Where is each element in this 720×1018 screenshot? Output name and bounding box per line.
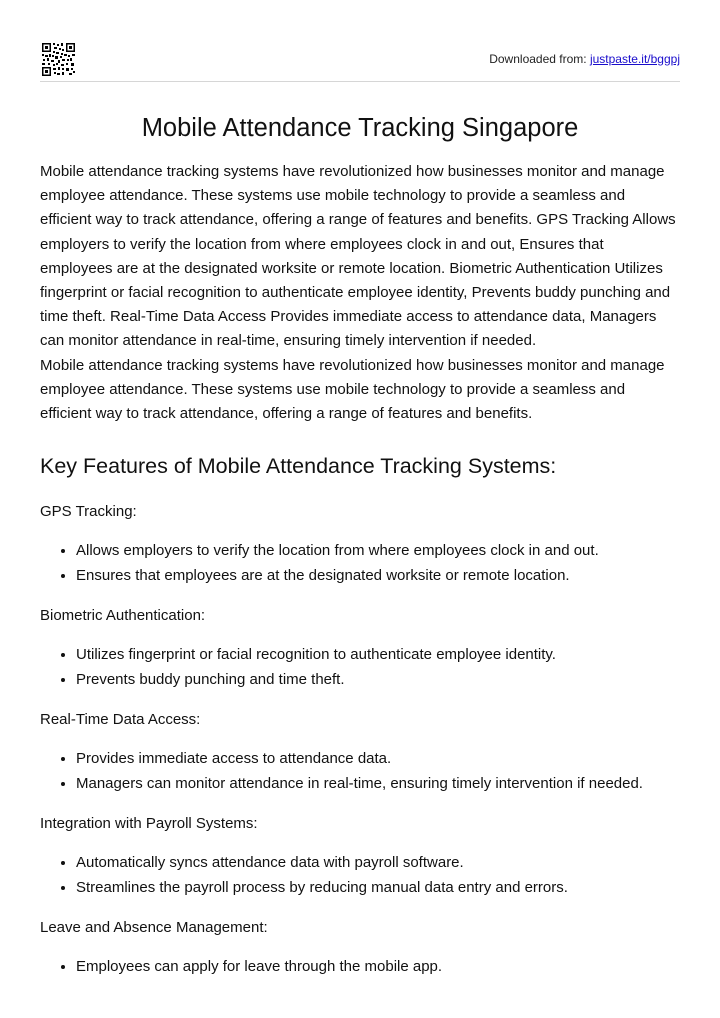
feature-bullet-list <box>40 747 680 796</box>
list-item: • Streamlines the payroll process by reducing manual data entry and errors. <box>76 876 680 901</box>
list-item: • Allows employers to verify the location from where employees clock in and out. <box>76 539 680 564</box>
qr-code-icon <box>42 43 75 76</box>
list-item: • Provides immediate access to attendance data. <box>76 747 680 772</box>
list-item: • Prevents buddy punching and time theft. <box>76 668 680 693</box>
source-link[interactable]: justpaste.it/bggpj <box>589 52 680 66</box>
list-item: • Employees can apply for leave through the mobile app. <box>76 955 680 980</box>
feature-bullet-list <box>40 539 680 588</box>
feature-gps <box>40 501 680 588</box>
feature-title: Real-Time Data Access: <box>40 711 201 729</box>
feature-bullet-list <box>40 851 680 900</box>
feature-leave <box>40 917 680 980</box>
list-item: • Utilizes fingerprint or facial recognition to authenticate employee identity. <box>76 643 680 668</box>
header-divider <box>40 81 680 82</box>
page-title: Mobile Attendance Tracking Singapore <box>141 114 579 142</box>
feature-biometric <box>40 605 680 692</box>
list-item: • Automatically syncs attendance data with payroll software. <box>76 851 680 876</box>
download-source <box>489 52 680 66</box>
feature-bullet-list <box>40 955 680 980</box>
feature-title: Leave and Absence Management: <box>40 919 268 937</box>
feature-bullet-list <box>40 643 680 692</box>
section-heading: Key Features of Mobile Attendance Tracking Systems: <box>40 454 557 479</box>
feature-title: Integration with Payroll Systems: <box>40 815 258 833</box>
article-body <box>40 111 680 980</box>
list-item: • Ensures that employees are at the designated worksite or remote location. <box>76 564 680 589</box>
list-item: • Managers can monitor attendance in real-time, ensuring timely intervention if needed. <box>76 772 680 797</box>
feature-title: GPS Tracking: <box>40 503 137 521</box>
feature-title: Biometric Authentication: <box>40 607 206 625</box>
download-prefix: Downloaded from: <box>489 52 590 66</box>
feature-payroll <box>40 813 680 900</box>
intro-paragraph <box>40 160 680 426</box>
intro-text-2: Mobile attendance tracking systems have revolutionized how businesses monitor and manage employee attendance. These systems use mobile technology to provide a seamless and efficient way to track attendance, offering a range of features and benefits. <box>40 356 665 423</box>
intro-text-1: Mobile attendance tracking systems have revolutionized how businesses monitor and manage employee attendance. These systems use mobile technology to provide a seamless and efficient way to track attendance, offering a range of features and benefits. GPS Tracking Allows employers to verify the location from where employees clock in and out, Ensures that employees are at the designated worksite or remote location. Biometric Authentication Utilizes fingerprint or facial recognition to authenticate employee identity, Prevents buddy punching and time theft. Real-Time Data Access Provides immediate access to attendance data, Managers can monitor attendance in real-time, ensuring timely intervention if needed. <box>40 163 676 350</box>
feature-realtime <box>40 709 680 796</box>
